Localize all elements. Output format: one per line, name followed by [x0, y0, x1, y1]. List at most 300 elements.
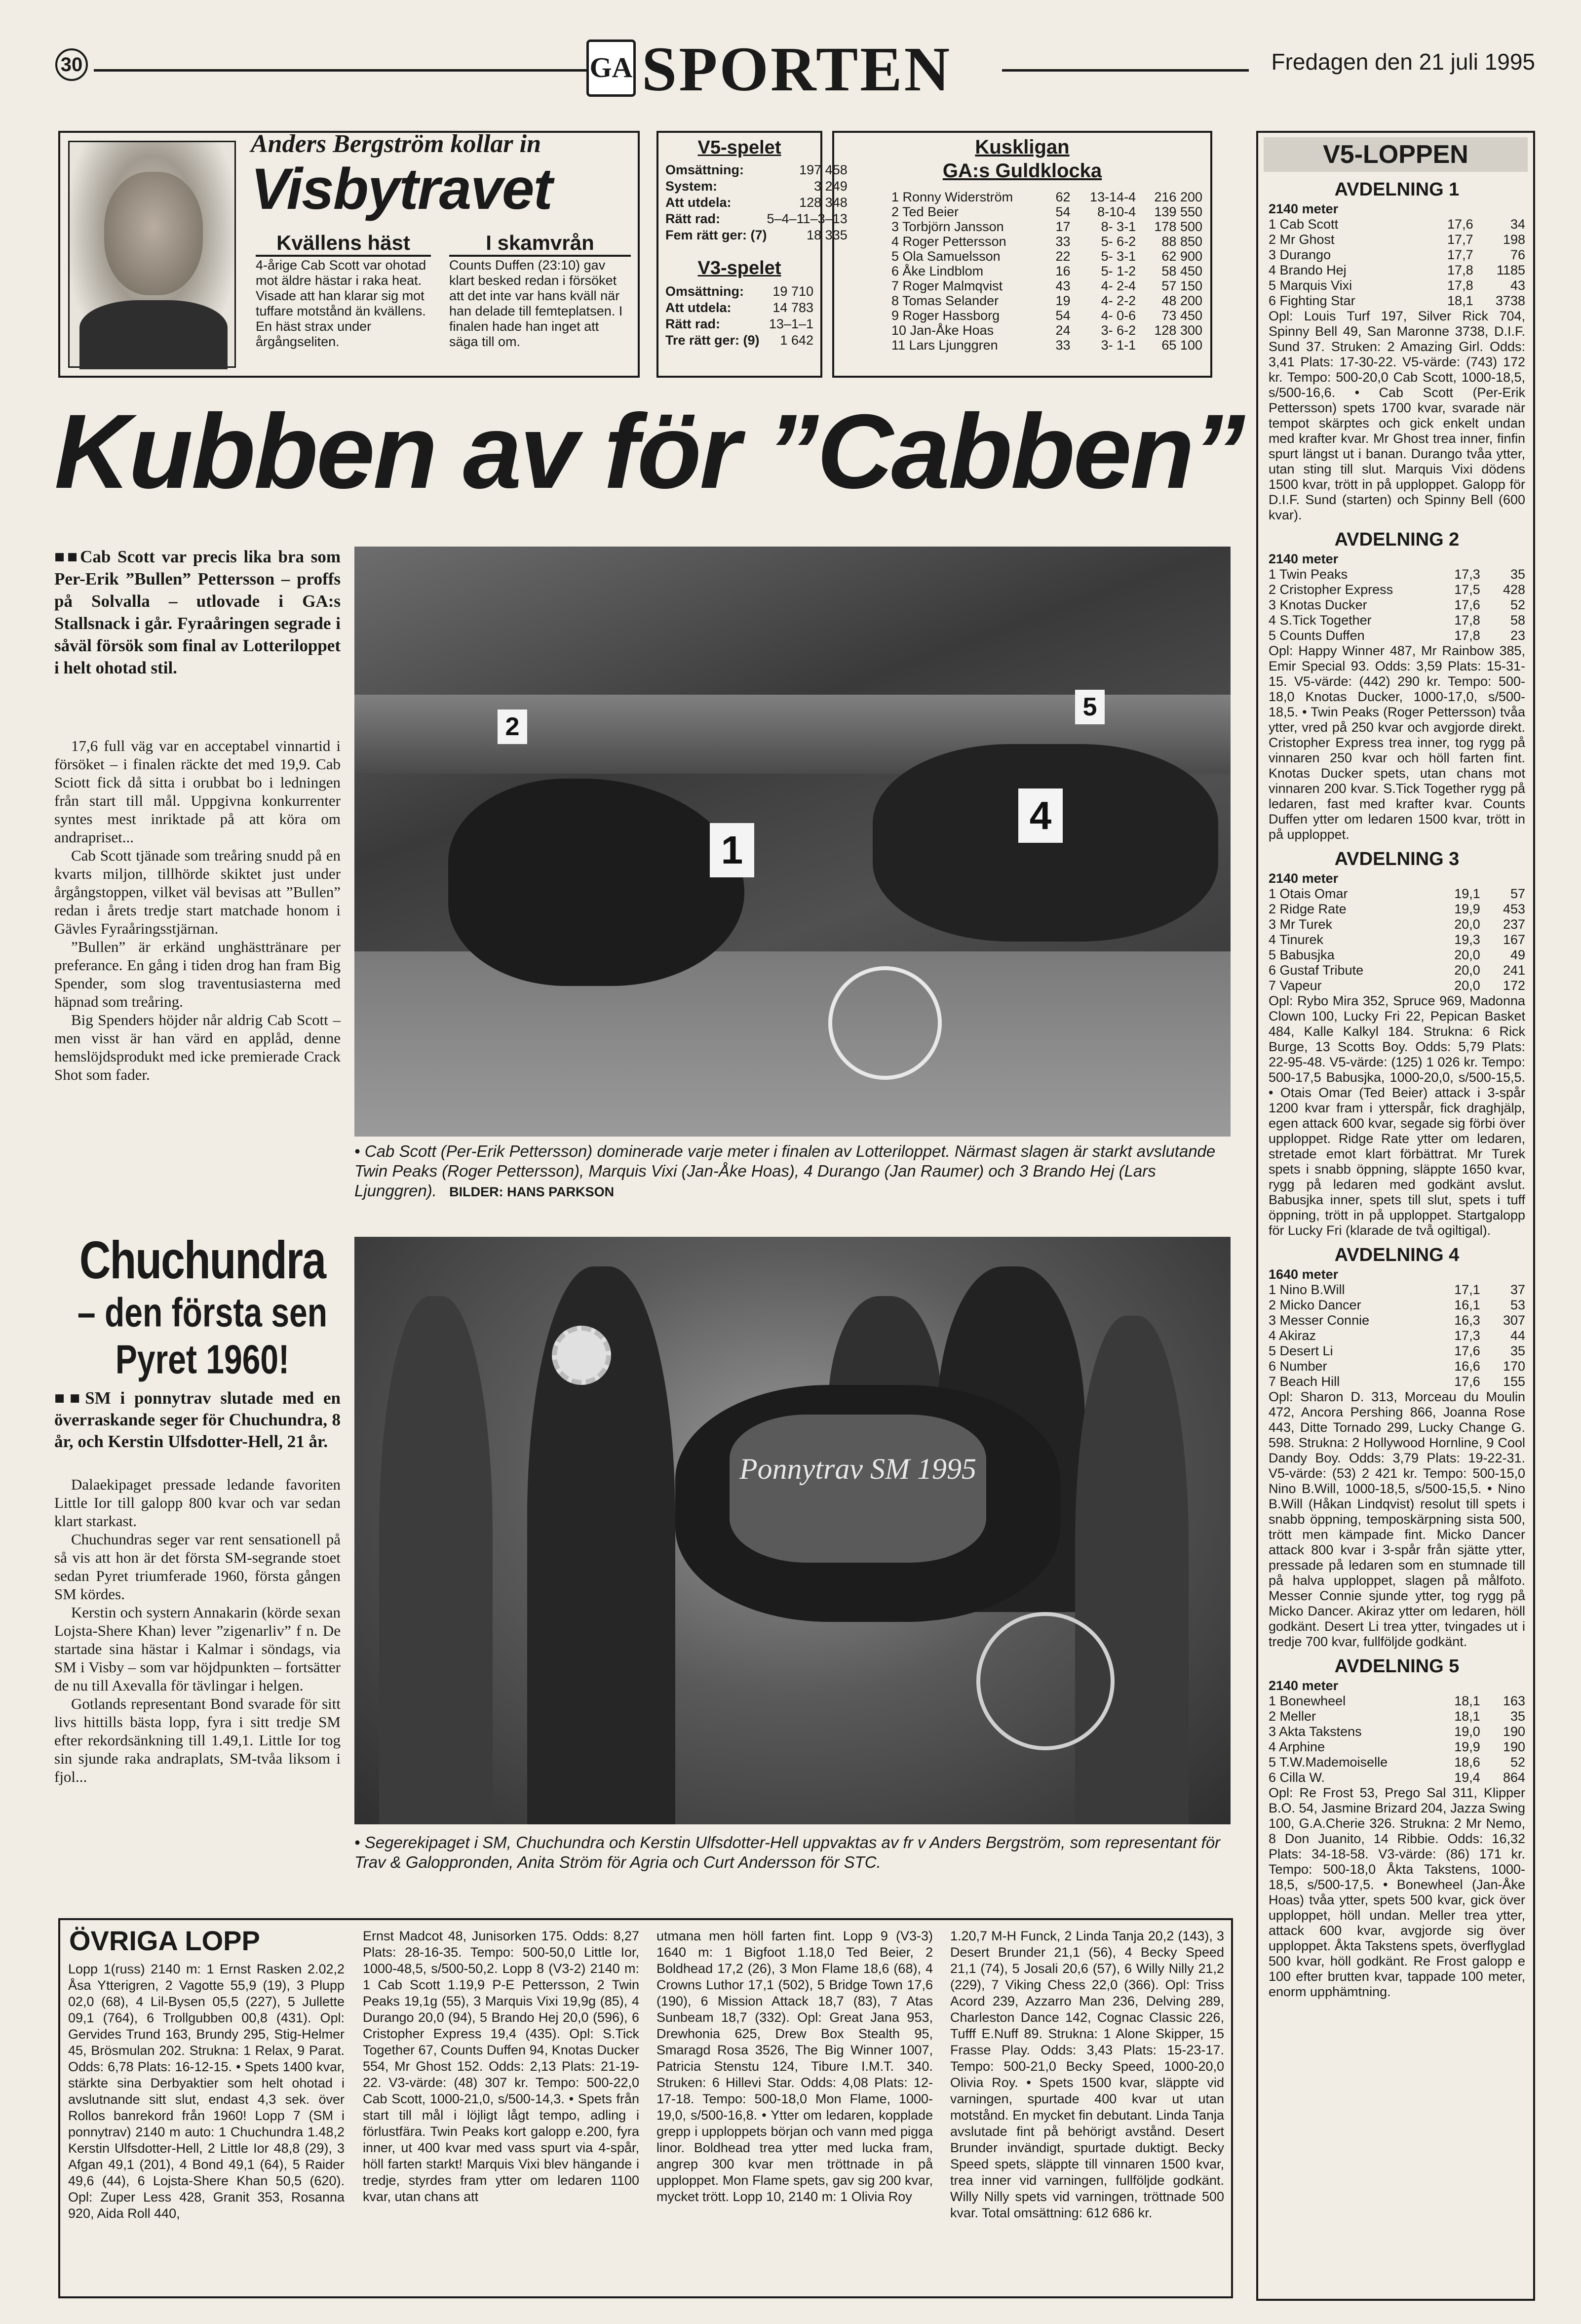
race-photo-horse: [448, 779, 744, 986]
second-body-paragraph: Chuchundras seger var rent sensationell på så vis att hon är det första SM-segrande stoet sedan Pyret triumferade 1960, första gången SM kördes.: [54, 1531, 341, 1603]
result-name: 3 Durango: [1269, 247, 1331, 262]
result-time: 19,1: [1454, 886, 1480, 901]
issue-date: Fredagen den 21 juli 1995: [1271, 49, 1535, 75]
result-row: [1269, 1755, 1525, 1770]
result-time: 16,1: [1454, 1298, 1480, 1312]
result-name: 5 Babusjka: [1269, 947, 1335, 962]
v5-label: Att utdela:: [665, 195, 732, 210]
result-odds: 167: [1503, 932, 1525, 947]
ceremony-photo: [354, 1237, 1231, 1824]
result-time: 17,6: [1454, 1374, 1480, 1389]
result-time: 20,0: [1454, 978, 1480, 993]
ga-logo: [586, 39, 636, 97]
result-row: [1269, 597, 1525, 613]
result-time: 19,3: [1454, 932, 1480, 947]
lead-marker: ■■: [54, 1388, 85, 1408]
result-odds: 453: [1503, 902, 1525, 916]
kuskligan-row: [891, 293, 1202, 308]
v3-value: 14 783: [772, 300, 813, 315]
v3-label: Att utdela:: [665, 300, 732, 315]
avdelning-distance: 2140 meter: [1269, 201, 1339, 216]
result-time: 20,0: [1454, 917, 1480, 932]
avdelning-results: [1269, 886, 1525, 993]
kuskligan-starts: 19: [1055, 293, 1071, 308]
main-body-paragraph: Big Spenders höjder når aldrig Cab Scott – men visst är han värd en applåd, denne hemslöjdsprodukt med icke premierade Crack Shot som fader.: [54, 1011, 341, 1083]
result-name: 1 Otais Omar: [1269, 886, 1348, 901]
second-headline-3: Pyret 1960!: [115, 1336, 290, 1382]
result-name: 5 Counts Duffen: [1269, 628, 1365, 643]
kuskligan-name: 7 Roger Malmqvist: [891, 278, 1003, 293]
result-name: 6 Gustaf Tribute: [1269, 963, 1364, 978]
result-row: [1269, 1328, 1525, 1343]
result-row: [1269, 217, 1525, 232]
second-lead-text: SM i ponnytrav slutade med en överraskande seger för Chuchundra, 8 år, och Kerstin Ulfsdotter-Hell, 21 år.: [54, 1388, 341, 1451]
kuskligan-prize: 57 150: [1161, 278, 1202, 293]
result-odds: 155: [1503, 1374, 1525, 1389]
result-row: [1269, 932, 1525, 947]
saddle-cloth-5: 5: [1075, 690, 1105, 724]
result-row: [1269, 978, 1525, 993]
result-row: [1269, 1724, 1525, 1739]
result-name: 1 Twin Peaks: [1269, 567, 1348, 582]
result-time: 17,3: [1454, 1328, 1480, 1343]
avdelning-notes: Opl: Rybo Mira 352, Spruce 969, Madonna Clown 100, Lucky Fri 22, Pepican Basket 484, Kalle Kalkyl 184. Strukna: 6 Rick Burge, 13 Scotts Boy. Odds: 5,79 Plats: 22-95-48. V5-värde: (125) 1 026 kr. Tempo: 500-17,5 Babusjka, 1000-20,0, s/500-15,5. • Otais Omar (Ted Beier) attack i 3-spår 1200 kvar fram i ytterspår, fick draghjälp, egen attack 600 kvar, segade sig förbi över upploppet. Ridge Rate ytter om ledaren, stretade emot klart förbättrat. Mr Turek spets i snabb öppning, släppte 1650 kvar, rygg på ledaren med godkänt avslut. Babusjka inner, spets till slut, spets i tuff öppning, trött in på upploppet. Startgalopp för Lucky Fri (klarade de två ogiltigal).: [1269, 993, 1525, 1238]
avdelning-notes: Opl: Louis Turf 197, Silver Rick 704, Spinny Bell 49, San Maronne 3738, D.I.F. Sund 37. Struken: 2 Amazing Girl. Odds: 3,41 Plats: 17-30-22. V5-värde: (743) 172 kr. Tempo: 500-20,0 Cab Scott, 1000-18,5, s/500-16,6. • Cab Scott (Per-Erik Pettersson) spets 1700 kvar, svarade när tempot skärptes och gick enkelt undan med krafter kvar. Mr Ghost trea inner, finfin spurt längst ut i banan. Durango tvåa ytter, utan sting till slut. Marquis Vixi dödens 1500 kvar, trött in på upploppet. Galopp för D.I.F. Sund (starten) och Spinny Bell (600 kvar).: [1269, 309, 1525, 522]
ceremony-rosette: [552, 1326, 611, 1385]
result-time: 17,7: [1447, 232, 1473, 247]
column-title: Visbytravet: [251, 157, 552, 222]
v3-spelet-table: [665, 283, 813, 349]
avdelning-distance: 2140 meter: [1269, 871, 1339, 886]
kuskligan-starts: 17: [1055, 219, 1071, 234]
avdelning-title: AVDELNING 1: [1334, 179, 1460, 200]
result-name: 2 Meller: [1269, 1709, 1316, 1724]
result-name: 5 Desert Li: [1269, 1343, 1333, 1358]
second-headline-2: – den första sen: [77, 1289, 328, 1335]
kuskligan-starts: 43: [1055, 278, 1071, 293]
kuskligan-starts: 16: [1055, 264, 1071, 278]
avdelning-notes: Opl: Happy Winner 487, Mr Rainbow 385, Emir Special 93. Odds: 3,59 Plats: 15-31-15. V5-värde: (442) 290 kr. Tempo: 500-18,0 Knotas Ducker, 1000-17,0, s/500-18,5. • Twin Peaks (Roger Pettersson) tvåa ytter, vred på 250 kvar och avgjorde direkt. Cristopher Express trea inner, tog rygg på vinnaren 250 kvar och höll farten fint. Knotas Ducker spets, utan chans mot vinnaren 200 kvar. S.Tick Together rygg på ledaren, fast med krafter kvar. Counts Duffen ytter om ledaren 1500 kvar, trött in på upploppet.: [1269, 643, 1525, 842]
result-name: 1 Bonewheel: [1269, 1694, 1346, 1708]
second-body-paragraph: Gotlands representant Bond svarade för sitt livs hittills bästa lopp, fyra i sitt tredje SM efter rekordsänkning till 1.49,1. Little Ior tog sin sjunde raka andraplats, SM-tvåa liksom i fjol...: [54, 1695, 341, 1785]
kuskligan-record: 8-10-4: [1097, 204, 1136, 219]
v3-label: Omsättning:: [665, 284, 744, 299]
kuskligan-record: 5- 6-2: [1101, 234, 1136, 249]
kuskligan-name: 5 Ola Samuelsson: [891, 249, 1001, 264]
kuskligan-record: 4- 2-2: [1101, 293, 1136, 308]
corner-text: [449, 258, 631, 350]
result-time: 16,3: [1454, 1313, 1480, 1328]
ceremony-person-1: [379, 1296, 493, 1824]
ga-logo-text: GA: [589, 51, 633, 83]
v5-spelet-title: V5-spelet: [697, 137, 781, 158]
result-time: 19,9: [1454, 1739, 1480, 1754]
kuskligan-row: [891, 264, 1202, 278]
result-name: 4 Akiraz: [1269, 1328, 1316, 1343]
second-headline-1: Chuchundra: [79, 1230, 326, 1290]
kuskligan-name: 8 Tomas Selander: [891, 293, 999, 308]
race-caption-text: Cab Scott (Per-Erik Pettersson) dominerade varje meter i finalen av Lotteriloppet. Närmast slagen är starkt avslutande Twin Peaks (Roger Pettersson), Marquis Vixi (Jan-Åke Hoas), 4 Durango (Jan Raumer) och 3 Brando Hej (Lars Ljunggren).: [354, 1142, 1216, 1200]
result-odds: 864: [1503, 1770, 1525, 1785]
result-time: 20,0: [1454, 947, 1480, 962]
v5-loppen-sections: [1269, 173, 1525, 2291]
kuskligan-starts: 24: [1055, 323, 1071, 338]
result-row: [1269, 293, 1525, 309]
result-name: 4 Arphine: [1269, 1739, 1325, 1754]
kuskligan-record: 5- 3-1: [1101, 249, 1136, 264]
v5-value: 3 249: [814, 179, 848, 194]
v3-row: [665, 316, 813, 332]
result-time: 17,6: [1454, 1343, 1480, 1358]
result-name: 3 Messer Connie: [1269, 1313, 1370, 1328]
result-name: 7 Vapeur: [1269, 978, 1322, 993]
v5-value: 197 458: [799, 162, 848, 177]
ceremony-caption-text: Segerekipaget i SM, Chuchundra och Kerstin Ulfsdotter-Hell uppvaktas av fr v Anders Bergström, som representant för Trav & Galoppronden, Anita Ström för Agria och Curt Andersson för STC.: [354, 1833, 1221, 1871]
v5-label: Rätt rad:: [665, 211, 721, 226]
v5-value: 5–4–11–3–13: [767, 211, 848, 226]
result-time: 17,8: [1447, 278, 1473, 293]
result-time: 19,4: [1454, 1770, 1480, 1785]
race-photo-horse-2: [873, 744, 1218, 942]
pony-blanket-text: Ponnytrav SM 1995: [739, 1453, 976, 1485]
avdelning-distance: 2140 meter: [1269, 1678, 1339, 1693]
result-time: 18,1: [1447, 293, 1473, 308]
kuskligan-prize: 139 550: [1154, 204, 1202, 219]
avdelning-notes: Opl: Sharon D. 313, Morceau du Moulin 472, Ancora Pershing 866, Joanna Rose 443, Ditte Tornado 299, Lucky Change G. 598. Strukna: 2 Hollywood Hornline, 9 Cool Dandy Boy. Odds: 3,79 Plats: 19-22-31. V5-värde: (53) 2 421 kr. Tempo: 500-15,0 Nino B.Will, 1000-18,5, s/500-15,5. • Nino B.Will (Håkan Lindqvist) resolut till spets i snabb öppning, temposkärpning sista 500, trött men kämpade fint. Micko Dancer attack 800 kvar i 3-spår från sjätte ytter, pressade på ledaren som en stumnade till på halva upploppet, slagen på målfoto. Messer Connie sjunde ytter, tog rygg på Micko Dancer. Akiraz ytter om ledaren, höll godkänt. Desert Li trea ytter, tvingades ut i tredje 700 kvar, fullföljde godkänt.: [1269, 1389, 1525, 1649]
ovriga-col-1: Lopp 1(russ) 2140 m: 1 Ernst Rasken 2.02,2 Åsa Ytterigren, 2 Vagotte 55,9 (19), 3 Plupp 02,0 (68), 4 Lil-Bysen 05,5 (227), 5 Jullette 09,1 (764), 6 Trollgubben 00,8 (431). Opl: Gervides Trund 163, Brundy 295, Stig-Helmer 45, Brösmulan 202. Strukna: 1 Relax, 9 Parat. Odds: 6,78 Plats: 16-12-15. • Spets 1400 kvar, stärkte sina Derbyaktier som helt ohotad i avslutnande sitt slut, endast 4,3 sek. över Rollos banrekord från 1960! Lopp 7 (SM i ponnytrav) 2140 m auto: 1 Chuchundra 1.48,2 Kerstin Ulfsdotter-Hell, 2 Little Ior 48,8 (29), 3 Afgan 49,1 (201), 4 Bond 49,1 (64), 5 Raider 49,6 (44), 6 Lojsta-Shere Khan 50,5 (620). Opl: Zuper Less 428, Granit 353, Rosanna 920, Aida Roll 440,: [68, 1962, 345, 2221]
result-odds: 190: [1503, 1724, 1525, 1739]
saddle-cloth-2: 2: [498, 709, 527, 744]
kuskligan-row: [891, 323, 1202, 338]
result-row: [1269, 1359, 1525, 1374]
result-odds: 23: [1510, 628, 1525, 643]
result-odds: 49: [1510, 947, 1525, 962]
result-odds: 307: [1503, 1313, 1525, 1328]
kuskligan-record: 4- 2-4: [1101, 278, 1136, 293]
result-time: 17,1: [1454, 1282, 1480, 1297]
result-name: 2 Micko Dancer: [1269, 1298, 1361, 1312]
result-odds: 52: [1510, 1755, 1525, 1770]
avdelning-distance: 2140 meter: [1269, 551, 1339, 566]
result-name: 4 Tinurek: [1269, 932, 1324, 947]
kuskligan-row: [891, 190, 1202, 204]
v3-row: [665, 300, 813, 316]
result-time: 18,6: [1454, 1755, 1480, 1770]
v3-value: 1 642: [780, 333, 813, 348]
result-time: 17,8: [1454, 628, 1480, 643]
v3-label: Tre rätt ger: (9): [665, 333, 760, 348]
kuskligan-name: 11 Lars Ljunggren: [891, 338, 998, 353]
kuskligan-name: 9 Roger Hassborg: [891, 308, 1000, 323]
avdelning-title: AVDELNING 3: [1334, 849, 1460, 869]
kuskligan-prize: 128 300: [1154, 323, 1202, 338]
result-row: [1269, 278, 1525, 293]
result-odds: 3738: [1495, 293, 1525, 308]
second-lead: [54, 1387, 341, 1453]
result-time: 16,6: [1454, 1359, 1480, 1374]
result-row: [1269, 963, 1525, 978]
kuskligan-record: 5- 1-2: [1101, 264, 1136, 278]
v5-label: Omsättning:: [665, 162, 744, 177]
v5-value: 128 348: [799, 195, 848, 210]
kuskligan-prize: 58 450: [1161, 264, 1202, 278]
v5-row: [665, 178, 848, 195]
caption-bullet: •: [354, 1142, 365, 1160]
result-odds: 44: [1510, 1328, 1525, 1343]
result-row: [1269, 613, 1525, 628]
kuskligan-starts: 33: [1055, 338, 1071, 353]
v3-row: [665, 332, 813, 349]
result-odds: 241: [1503, 963, 1525, 978]
kuskligan-title: Kuskligan: [975, 136, 1070, 158]
result-row: [1269, 947, 1525, 963]
result-time: 18,1: [1454, 1694, 1480, 1708]
evening-horse-body: 4-årige Cab Scott var ohotad mot äldre hästar i raka heat. Visade att han klarar sig mot tuffare motstånd än kvällens. En häst strax under årgångseliten.: [256, 258, 426, 349]
result-row: [1269, 1770, 1525, 1785]
kuskligan-prize: 178 500: [1154, 219, 1202, 234]
kuskligan-subtitle: GA:s Guldklocka: [942, 160, 1102, 182]
race-photo-wheel: [828, 966, 942, 1080]
result-row: [1269, 582, 1525, 597]
result-name: 6 Number: [1269, 1359, 1327, 1374]
result-odds: 57: [1510, 886, 1525, 901]
race-photo: [354, 547, 1231, 1137]
result-time: 17,8: [1454, 613, 1480, 628]
avdelning-results: [1269, 1694, 1525, 1785]
v3-value: 19 710: [772, 284, 813, 299]
ovriga-col-2: Ernst Madcot 48, Junisorken 175. Odds: 8,27 Plats: 28-16-35. Tempo: 500-50,0 Little Ior, 1000-48,5, s/500-50,2. Lopp 8 (V3-2) 2140 m: 1 Cab Scott 1.19,9 P-E Pettersson, 2 Twin Peaks 19,1g (55), 3 Marquis Vixi 19,9g (85), 4 Durango 20,0 (94), 5 Brando Hej 20,0 (596), 6 Cristopher Express 19,4 (435). Opl: S.Tick Together 67, Counts Duffen 94, Knotas Ducker 554, Mr Ghost 152. Odds: 2,13 Plats: 21-19-22. V3-värde: (48) 307 kr. Tempo: 500-22,0 Cab Scott, 1000-21,0, s/500-14,3. • Spets från start till mål i löjligt lågt tempo, adling i förlustfära. Twin Peaks kort galopp e.200, fyra inner, ut 400 kvar med vass spurt via 4-spår, höll farten starkt! Marquis Vixi blev hängande i tredje, styrdes fram ytter om ledaren 1100 kvar, utan chans att: [363, 1929, 639, 2204]
result-name: 7 Beach Hill: [1269, 1374, 1340, 1389]
column-kicker: Anders Bergström kollar in: [251, 130, 541, 158]
second-body-paragraph: Dalaekipaget pressade ledande favoriten Little Ior till galopp 800 kvar och var sedan klart starkast.: [54, 1476, 341, 1530]
result-odds: 34: [1510, 217, 1525, 232]
ovriga-lopp-title: ÖVRIGA LOPP: [69, 1925, 260, 1956]
result-odds: 37: [1510, 1282, 1525, 1297]
kuskligan-prize: 65 100: [1161, 338, 1202, 353]
result-row: [1269, 1694, 1525, 1709]
v5-label: Fem rätt ger: (7): [665, 228, 767, 242]
result-row: [1269, 263, 1525, 278]
kuskligan-prize: 48 200: [1161, 293, 1202, 308]
v5-label: System:: [665, 179, 718, 194]
result-name: 4 S.Tick Together: [1269, 613, 1372, 628]
race-photo-caption: [354, 1142, 1231, 1202]
saddle-cloth-1: 1: [710, 823, 754, 877]
main-lead-text: Cab Scott var precis lika bra som Per-Erik ”Bullen” Pettersson – proffs på Solvalla – utlovade i GA:s Stallsnack i går. Fyraåringen segrade i såväl försök som final av Lotteriloppet i helt ohotad stil.: [54, 547, 341, 677]
result-row: [1269, 1739, 1525, 1755]
result-time: 17,3: [1454, 567, 1480, 582]
caption-bullet: •: [354, 1833, 365, 1851]
avdelning-notes: Opl: Re Frost 53, Prego Sal 311, Klipper B.O. 54, Jasmine Brizard 204, Jazza Swing 100, G.A.Cherie 326. Strukna: 2 Mr Nemo, 8 Don Juanito, 14 Ribbie. Odds: 16,32 Plats: 34-18-58. V3-värde: (86) 171 kr. Tempo: 500-18,0 Åkta Takstens, 1000-18,5, s/500-17,5. • Bonewheel (Jan-Åke Hoas) tvåa ytter, spets 500 kvar, gick över upploppet, höll undan. Meller trea ytter, attack 600 kvar, avgjorde sig över upploppet. Åkta Takstens spets, överflyglad 500 kvar, höll godkänt. Re Frost galopp e 100 efter brutten kvar, tappade 100 meter, enorm upphämtning.: [1269, 1785, 1525, 1999]
v5-avdelning: [1269, 178, 1525, 523]
page-number: 30: [55, 48, 88, 81]
kuskligan-row: [891, 204, 1202, 219]
v3-spelet-title: V3-spelet: [697, 258, 781, 278]
v5-row: [665, 227, 848, 243]
avdelning-title: AVDELNING 5: [1334, 1656, 1460, 1677]
result-row: [1269, 886, 1525, 902]
result-odds: 163: [1503, 1694, 1525, 1708]
result-time: 17,5: [1454, 582, 1480, 597]
result-time: 17,7: [1447, 247, 1473, 262]
result-name: 3 Knotas Ducker: [1269, 597, 1367, 612]
result-name: 6 Cilla W.: [1269, 1770, 1325, 1785]
result-row: [1269, 1313, 1525, 1328]
main-body-paragraph: ”Bullen” är erkänd unghästtränare per preferance. En gång i tiden drog han fram Big Spender, som slog traventusiasterna med häpnad som treåring.: [54, 938, 341, 1010]
main-body: [54, 737, 341, 1084]
portrait-shirt: [79, 300, 228, 369]
result-odds: 76: [1510, 247, 1525, 262]
result-odds: 43: [1510, 278, 1525, 293]
kuskligan-name: 3 Torbjörn Jansson: [891, 219, 1004, 234]
main-body-paragraph: Cab Scott tjänade som treåring snudd på en kvarts miljon, tillhörde skiktet just under årgångstoppen, vilket väl bevisas att ”Bullen” redan i årets tredje start matchade honom i Gävles Fyraåringsstjärnan.: [54, 847, 341, 937]
result-time: 17,8: [1447, 263, 1473, 277]
kuskligan-row: [891, 308, 1202, 323]
result-name: 5 Marquis Vixi: [1269, 278, 1352, 293]
result-odds: 170: [1503, 1359, 1525, 1374]
kuskligan-row: [891, 234, 1202, 249]
kuskligan-starts: 33: [1055, 234, 1071, 249]
result-name: 6 Fighting Star: [1269, 293, 1355, 308]
result-row: [1269, 567, 1525, 582]
result-row: [1269, 1282, 1525, 1298]
kuskligan-record: 3- 6-2: [1101, 323, 1136, 338]
kuskligan-prize: 73 450: [1161, 308, 1202, 323]
v3-value: 13–1–1: [769, 316, 813, 331]
avdelning-results: [1269, 1282, 1525, 1389]
result-odds: 190: [1503, 1739, 1525, 1754]
result-odds: 35: [1510, 1709, 1525, 1724]
v5-loppen-title: V5-LOPPEN: [1264, 137, 1528, 172]
kuskligan-starts: 62: [1055, 190, 1071, 204]
v5-row: [665, 211, 848, 227]
section-title: SPORTEN: [642, 34, 952, 104]
v5-row: [665, 195, 848, 211]
header-rule-left: [94, 69, 587, 72]
result-time: 19,9: [1454, 902, 1480, 916]
result-row: [1269, 917, 1525, 932]
race-photo-track: [354, 951, 1231, 1137]
saddle-cloth-4: 4: [1018, 788, 1063, 843]
kuskligan-row: [891, 219, 1202, 234]
lead-marker: ■■: [54, 547, 80, 566]
ovriga-col-4: 1.20,7 M-H Funck, 2 Linda Tanja 20,2 (143), 3 Desert Brunder 21,1 (56), 4 Becky Speed 21,1 (74), 5 Josali 20,6 (57), 6 Willy Nilly 21,2 (229), 7 Viking Chess 22,0 (366). Opl: Triss Acord 239, Azzarro Man 236, Delving 289, Charleston Dance 142, Cognac Classic 226, Tufff E.Nuff 89. Strukna: 1 Alone Skipper, 15 Frasse Play. Odds: 3,43 Plats: 15-23-17. Tempo: 500-21,0 Becky Speed, 1000-20,0 Olivia Roy. • Spets 1500 kvar, släppte vid varningen, spurtade 400 kvar ut utan motstånd. En mycket fin debutant. Linda Tanja avslutade fint på behörigt avstånd. Desert Brunder invändigt, spurtade duktigt. Becky Speed spets, släppte till vinnaren 1500 kvar, trea inner vid varningen, fullföljde godkänt. Willy Nilly spets vid varningen, tröttnade 500 kvar. Total omsättning: 612 686 kr.: [950, 1929, 1224, 2220]
v5-value: 18 335: [807, 228, 848, 242]
kuskligan-record: 8- 3-1: [1101, 219, 1136, 234]
result-name: 4 Brando Hej: [1269, 263, 1347, 277]
portrait-face: [104, 172, 203, 295]
v5-avdelning: [1269, 528, 1525, 842]
kuskligan-row: [891, 278, 1202, 293]
result-row: [1269, 628, 1525, 643]
kuskligan-name: 1 Ronny Widerström: [891, 190, 1013, 204]
kuskligan-starts: 54: [1055, 204, 1071, 219]
ceremony-photo-caption: [354, 1833, 1231, 1872]
result-time: 17,6: [1454, 597, 1480, 612]
result-row: [1269, 1343, 1525, 1359]
main-lead: [54, 546, 341, 679]
result-time: 17,6: [1447, 217, 1473, 232]
ceremony-wheel: [976, 1612, 1115, 1750]
avdelning-distance: 1640 meter: [1269, 1267, 1339, 1282]
result-row: [1269, 902, 1525, 917]
kuskligan-name: 4 Roger Pettersson: [891, 234, 1006, 249]
result-odds: 52: [1510, 597, 1525, 612]
result-name: 3 Akta Takstens: [1269, 1724, 1362, 1739]
result-odds: 58: [1510, 613, 1525, 628]
result-name: 1 Nino B.Will: [1269, 1282, 1345, 1297]
result-name: 2 Ridge Rate: [1269, 902, 1347, 916]
result-odds: 172: [1503, 978, 1525, 993]
v3-label: Rätt rad:: [665, 316, 721, 331]
v5-avdelning: [1269, 1654, 1525, 2000]
main-headline: Kubben av för ”Cabben”: [54, 393, 1243, 511]
v5-avdelning: [1269, 1243, 1525, 1650]
avdelning-title: AVDELNING 2: [1334, 529, 1460, 550]
kuskligan-record: 13-14-4: [1090, 190, 1136, 204]
kuskligan-prize: 88 850: [1161, 234, 1202, 249]
kuskligan-name: 10 Jan-Åke Hoas: [891, 323, 994, 338]
kuskligan-prize: 216 200: [1154, 190, 1202, 204]
avdelning-title: AVDELNING 4: [1334, 1245, 1460, 1265]
result-row: [1269, 1298, 1525, 1313]
columnist-portrait: [68, 141, 236, 368]
result-name: 1 Cab Scott: [1269, 217, 1339, 232]
result-row: [1269, 1374, 1525, 1389]
second-body-paragraph: Kerstin och systern Annakarin (körde sexan Lojsta-Shere Khan) lever ”zigenarliv” f n. De startade sina hästar i Kalmar i söndags, via SM i Visby – som var höjdpunkten – fortsätter de nu till Axevalla för tävlingar i helgen.: [54, 1604, 341, 1694]
main-body-paragraph: 17,6 full väg var en acceptabel vinnartid i försöket – i finalen räckte det med 19,9. Cab Sciott fick då sitta i orubbat bo i ledningen från start till mål. Uppgivna konkurrenter syntes mest inriktade på att köra om andrapriset...: [54, 737, 341, 846]
corner-body: Counts Duffen (23:10) gav klart besked redan i försöket att det inte var hans kväll när han delade till femteplatsen. I finalen hade han inget att säga till om.: [449, 258, 623, 349]
pony-blanket: [730, 1415, 986, 1563]
kuskligan-table: [891, 190, 1202, 353]
result-name: 2 Mr Ghost: [1269, 232, 1335, 247]
result-odds: 198: [1503, 232, 1525, 247]
kuskligan-record: 4- 0-6: [1101, 308, 1136, 323]
kuskligan-name: 6 Åke Lindblom: [891, 264, 984, 278]
result-odds: 53: [1510, 1298, 1525, 1312]
kuskligan-name: 2 Ted Beier: [891, 204, 959, 219]
evening-horse-text: [256, 258, 431, 350]
kuskligan-starts: 22: [1055, 249, 1071, 264]
result-odds: 35: [1510, 1343, 1525, 1358]
result-odds: 237: [1503, 917, 1525, 932]
result-odds: 1185: [1496, 263, 1525, 277]
kuskligan-prize: 62 900: [1161, 249, 1202, 264]
avdelning-results: [1269, 567, 1525, 643]
header-rule-right: [1002, 69, 1249, 72]
avdelning-results: [1269, 217, 1525, 309]
v5-spelet-table: [665, 162, 848, 243]
result-name: 2 Cristopher Express: [1269, 582, 1393, 597]
result-odds: 428: [1503, 582, 1525, 597]
kuskligan-row: [891, 338, 1202, 353]
kuskligan-record: 3- 1-1: [1101, 338, 1136, 353]
result-name: 5 T.W.Mademoiselle: [1269, 1755, 1388, 1770]
result-time: 20,0: [1454, 963, 1480, 978]
v5-avdelning: [1269, 847, 1525, 1238]
result-time: 19,0: [1454, 1724, 1480, 1739]
kuskligan-starts: 54: [1055, 308, 1071, 323]
v5-row: [665, 162, 848, 178]
second-body: [54, 1475, 341, 1786]
result-row: [1269, 1709, 1525, 1724]
v3-row: [665, 283, 813, 300]
photo-credit: BILDER: HANS PARKSON: [449, 1184, 615, 1199]
result-row: [1269, 247, 1525, 263]
kuskligan-row: [891, 249, 1202, 264]
ovriga-col-3: utmana men höll farten fint. Lopp 9 (V3-3) 1640 m: 1 Bigfoot 1.18,0 Ted Beier, 2 Boldhead 17,2 (26), 3 Mon Flame 18,6 (68), 4 Crowns Luthor 17,1 (502), 5 Bridge Town 17,6 (190), 6 Mission Attack 18,7 (83), 7 Atas Sunbeam 18,7 (332). Opl: Great Jana 953, Drewhonia 625, Drew Box Stealth 95, Smaragd Rosa 3526, The Big Winner 1007, Patricia Stenstu 124, Tibure I.M.T. 340. Struken: 6 Hillevi Star. Odds: 4,08 Plats: 12-17-18. Tempo: 500-18,0 Mon Flame, 1000-19,0, s/500-16,8. • Ytter om ledaren, kopplade grepp i upploppets början och vann med pigga linor. Boldhead trea ytter med lucka fram, angrep 300 kvar men tröttnade in på upploppet. Mon Flame spets, gav sig 200 kvar, mycket trött. Lopp 10, 2140 m: 1 Olivia Roy: [656, 1929, 933, 2204]
ceremony-person-5: [1075, 1316, 1189, 1824]
